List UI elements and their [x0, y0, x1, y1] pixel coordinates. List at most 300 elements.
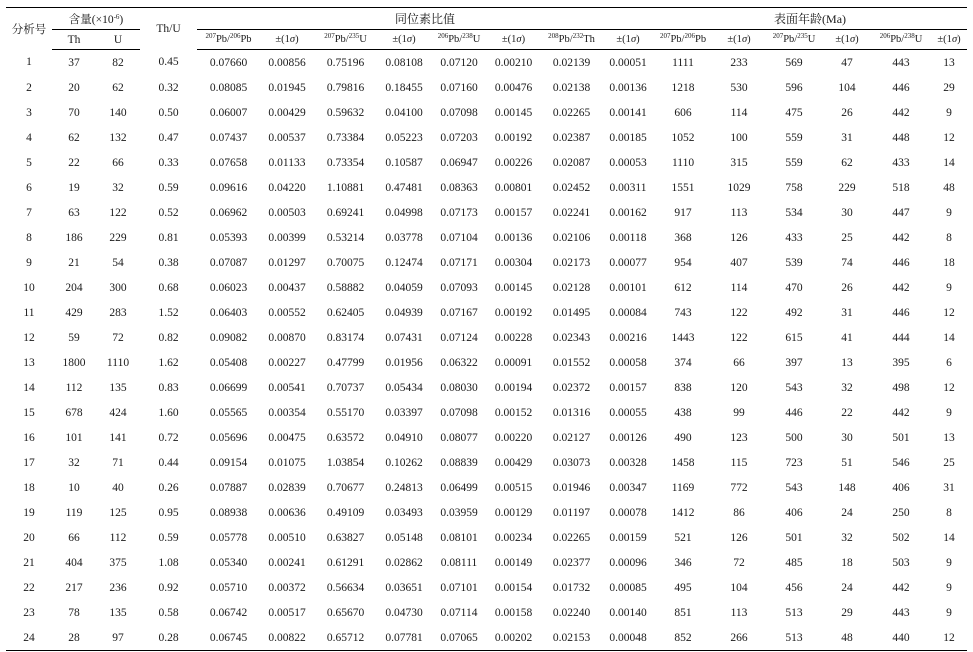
table-cell: 1110 — [106, 356, 130, 369]
table-cell: 0.52 — [158, 206, 179, 219]
table-cell: 125 — [109, 506, 127, 519]
table-row — [6, 375, 967, 400]
table-cell: 0.08077 — [440, 431, 478, 444]
table-cell: 0.82 — [158, 331, 179, 344]
table-cell: 0.75196 — [326, 56, 365, 69]
table-cell: 0.05565 — [209, 406, 248, 419]
table-cell: 122 — [730, 306, 748, 319]
table-cell: 0.02153 — [540, 625, 603, 651]
table-cell: 24 — [6, 625, 52, 651]
table-cell: 0.00185 — [609, 131, 647, 144]
table-cell: 0.08108 — [385, 56, 423, 69]
table-cell: 115 — [730, 456, 748, 469]
table-cell: 446 — [892, 256, 910, 269]
table-cell: 501 — [785, 531, 803, 544]
table-cell: 9 — [946, 206, 952, 219]
table-cell: 559 — [785, 156, 803, 169]
table-cell: 0.03073 — [552, 456, 591, 469]
table-cell: 442 — [892, 231, 910, 244]
table-cell: 4 — [26, 131, 32, 144]
table-cell: 0.04100 — [385, 106, 423, 119]
table-cell: 13 — [943, 431, 955, 444]
table-cell: 31 — [841, 131, 853, 144]
table-cell: 0.59 — [158, 531, 179, 544]
table-row — [6, 175, 967, 200]
table-cell: 51 — [841, 456, 853, 469]
table-cell: 0.01133 — [268, 156, 306, 169]
table-cell: 28 — [52, 625, 96, 651]
table-cell: 6 — [946, 356, 952, 369]
table-cell: 236 — [109, 581, 127, 594]
table-cell: 368 — [674, 231, 692, 244]
table-cell: 0.05434 — [385, 381, 423, 394]
table-cell: 54 — [112, 256, 124, 269]
table-cell: 0.12474 — [385, 256, 423, 269]
table-cell: 0.53214 — [326, 231, 365, 244]
table-cell: 0.07203 — [440, 131, 478, 144]
table-cell: 0.00870 — [268, 331, 306, 344]
table-cell: 48 — [823, 625, 871, 651]
table-row — [6, 450, 967, 475]
table-cell: 0.07120 — [440, 56, 478, 69]
table-cell: 66 — [68, 531, 80, 544]
table-cell: 122 — [730, 331, 748, 344]
table-cell: 0.00228 — [494, 331, 533, 344]
table-cell: 29 — [841, 606, 853, 619]
table-cell: 1052 — [671, 131, 695, 144]
table-cell: 204 — [65, 281, 83, 294]
table-cell: 0.00162 — [609, 206, 647, 219]
table-cell: 0.00154 — [494, 581, 533, 594]
table-cell: 0.02240 — [552, 606, 591, 619]
table-cell: 19 — [68, 181, 80, 194]
table-cell: 0.08938 — [209, 506, 248, 519]
table-cell: 229 — [109, 231, 127, 244]
table-cell: 0.83 — [158, 381, 179, 394]
table-cell: 62 — [841, 156, 853, 169]
table-cell: 37 — [68, 56, 80, 69]
table-row — [6, 275, 967, 300]
table-cell: 114 — [730, 281, 748, 294]
table-cell: 40 — [112, 481, 124, 494]
table-cell: 374 — [674, 356, 692, 369]
table-cell: 0.07114 — [440, 606, 478, 619]
header-isotope-ratio-group: 同位素比值 — [197, 8, 653, 30]
table-cell: 0.00077 — [609, 256, 647, 269]
table-cell: 32 — [112, 181, 124, 194]
table-cell: 0.03493 — [385, 506, 423, 519]
table-cell: 0.00347 — [609, 481, 647, 494]
table-cell: 12 — [943, 306, 955, 319]
table-cell: 772 — [730, 481, 748, 494]
table-cell: 0.00226 — [494, 156, 533, 169]
header-age-1: $^{207}$Pb/$^{235}$U — [765, 30, 823, 50]
table-cell: 300 — [109, 281, 127, 294]
table-cell: 21 — [23, 556, 35, 569]
table-cell: 0.06322 — [440, 356, 478, 369]
table-cell: 0.00145 — [494, 281, 533, 294]
header-age-error-2: ±(1σ) — [931, 30, 967, 50]
table-cell: 0.03959 — [440, 506, 478, 519]
table-cell: 0.65712 — [314, 625, 377, 651]
table-cell: 0.00517 — [268, 606, 306, 619]
table-cell: 0.06947 — [440, 156, 478, 169]
table-cell: 1.60 — [158, 406, 179, 419]
table-cell: 0.00140 — [609, 606, 647, 619]
table-cell: 0.10262 — [385, 456, 423, 469]
table-cell: 534 — [785, 206, 803, 219]
table-cell: 0.07093 — [440, 281, 478, 294]
table-cell: 0.02138 — [552, 81, 591, 94]
table-cell: 0.00048 — [603, 625, 653, 651]
table-cell: 446 — [892, 306, 910, 319]
table-cell: 723 — [785, 456, 803, 469]
table-cell: 123 — [730, 431, 748, 444]
table-cell: 546 — [892, 456, 910, 469]
table-cell: 9 — [946, 106, 952, 119]
table-cell: 397 — [785, 356, 803, 369]
table-cell: 0.01075 — [268, 456, 306, 469]
table-cell: 0.00159 — [609, 531, 647, 544]
table-cell: 17 — [23, 456, 35, 469]
table-cell: 233 — [730, 56, 748, 69]
table-cell: 521 — [674, 531, 692, 544]
table-row — [6, 600, 967, 625]
table-row — [6, 225, 967, 250]
table-cell: 443 — [892, 56, 910, 69]
table-cell: 0.04998 — [385, 206, 423, 219]
table-cell: 99 — [733, 406, 745, 419]
table-cell: 0.02241 — [552, 206, 591, 219]
table-cell: 12 — [943, 131, 955, 144]
table-cell: 0.00096 — [609, 556, 647, 569]
table-cell: 5 — [26, 156, 32, 169]
table-cell: 26 — [841, 281, 853, 294]
table-cell: 0.00091 — [494, 356, 533, 369]
header-th: Th — [52, 30, 96, 50]
table-cell: 24 — [841, 506, 853, 519]
table-cell: 429 — [65, 306, 83, 319]
table-cell: 13 — [943, 56, 955, 69]
table-cell: 500 — [785, 431, 803, 444]
table-cell: 0.00399 — [268, 231, 306, 244]
table-cell: 135 — [109, 606, 127, 619]
table-cell: 122 — [109, 206, 127, 219]
table-cell: 31 — [943, 481, 955, 494]
table-cell: 0.00141 — [609, 106, 647, 119]
table-cell: 186 — [65, 231, 83, 244]
table-cell: 0.02452 — [552, 181, 591, 194]
table-row — [6, 500, 967, 525]
table-cell: 442 — [892, 406, 910, 419]
zircon-u-pb-data-table — [6, 7, 967, 651]
table-cell: 0.00227 — [268, 356, 306, 369]
table-header — [6, 8, 967, 50]
table-cell: 135 — [109, 381, 127, 394]
table-cell: 1169 — [671, 481, 695, 494]
table-cell: 18 — [23, 481, 35, 494]
table-row — [6, 75, 967, 100]
table-cell: 852 — [653, 625, 713, 651]
table-cell: 25 — [943, 456, 955, 469]
header-ratio-error-3: ±(1σ) — [603, 30, 653, 50]
table-cell: 0.02265 — [552, 531, 591, 544]
table-cell: 9 — [946, 406, 952, 419]
table-cell: 518 — [892, 181, 910, 194]
table-cell: 0.00149 — [494, 556, 533, 569]
table-cell: 0.00328 — [609, 456, 647, 469]
table-cell: 0.00145 — [494, 106, 533, 119]
table-cell: 456 — [785, 581, 803, 594]
header-age-error-1: ±(1σ) — [823, 30, 871, 50]
table-cell: 0.02139 — [552, 56, 591, 69]
table-cell: 0.00216 — [609, 331, 647, 344]
table-cell: 120 — [730, 381, 748, 394]
table-cell: 442 — [892, 281, 910, 294]
table-cell: 113 — [730, 206, 748, 219]
table-row — [6, 300, 967, 325]
table-cell: 114 — [730, 106, 748, 119]
header-content: 含量$(\times 10^{-6})$ — [52, 8, 140, 30]
table-cell: 74 — [841, 256, 853, 269]
table-cell: 104 — [838, 81, 856, 94]
table-row — [6, 350, 967, 375]
table-cell: 0.05710 — [209, 581, 248, 594]
table-cell: 63 — [68, 206, 80, 219]
table-cell: 0.05408 — [209, 356, 248, 369]
table-cell: 3 — [26, 106, 32, 119]
table-row — [6, 625, 967, 651]
table-cell: 0.26 — [158, 481, 179, 494]
table-cell: 0.08363 — [440, 181, 478, 194]
table-cell: 0.00429 — [494, 456, 533, 469]
table-cell: 0.06403 — [209, 306, 248, 319]
table-cell: 0.00354 — [268, 406, 306, 419]
table-cell: 0.07087 — [209, 256, 248, 269]
table-cell: 543 — [785, 481, 803, 494]
table-cell: 513 — [765, 625, 823, 651]
table-cell: 0.00304 — [494, 256, 533, 269]
table-cell: 24 — [841, 581, 853, 594]
table-cell: 30 — [841, 431, 853, 444]
table-cell: 0.05148 — [385, 531, 423, 544]
table-cell: 15 — [23, 406, 35, 419]
table-cell: 954 — [674, 256, 692, 269]
table-cell: 10 — [23, 281, 35, 294]
table-cell: 0.00372 — [268, 581, 306, 594]
header-ratio-3: $^{208}$Pb/$^{232}$Th — [540, 30, 603, 50]
table-cell: 0.09154 — [209, 456, 248, 469]
table-cell: 0.08085 — [209, 81, 248, 94]
table-cell: 0.00234 — [494, 531, 533, 544]
table-cell: 250 — [892, 506, 910, 519]
table-cell: 851 — [674, 606, 692, 619]
table-cell: 97 — [96, 625, 140, 651]
table-cell: 41 — [841, 331, 853, 344]
table-cell: 0.06742 — [209, 606, 248, 619]
table-cell: 0.06499 — [440, 481, 478, 494]
table-cell: 433 — [892, 156, 910, 169]
header-age-group: 表面年龄(Ma) — [653, 8, 967, 30]
table-cell: 838 — [674, 381, 692, 394]
table-cell: 495 — [674, 581, 692, 594]
table-cell: 126 — [730, 531, 748, 544]
table-cell: 0.69241 — [326, 206, 365, 219]
table-cell: 375 — [109, 556, 127, 569]
header-analysis-no: 分析号 — [11, 23, 47, 36]
table-cell: 86 — [733, 506, 745, 519]
table-cell: 0.79816 — [326, 81, 365, 94]
table-cell: 1.10881 — [326, 181, 365, 194]
table-cell: 0.01946 — [552, 481, 591, 494]
table-cell: 0.73354 — [326, 156, 365, 169]
table-cell: 1.08 — [158, 556, 179, 569]
table-cell: 0.00510 — [268, 531, 306, 544]
table-cell: 0.05778 — [209, 531, 248, 544]
table-cell: 0.09082 — [209, 331, 248, 344]
table-cell: 501 — [892, 431, 910, 444]
table-cell: 9 — [946, 581, 952, 594]
table-cell: 0.04910 — [385, 431, 423, 444]
table-cell: 0.81 — [158, 231, 179, 244]
table-cell: 0.00084 — [609, 306, 647, 319]
table-cell: 10 — [68, 481, 80, 494]
table-cell: 0.24813 — [385, 481, 423, 494]
table-cell: 0.07167 — [440, 306, 478, 319]
table-cell: 23 — [23, 606, 35, 619]
table-row — [6, 200, 967, 225]
table-cell: 0.00801 — [494, 181, 533, 194]
table-cell: 539 — [785, 256, 803, 269]
table-cell: 0.00085 — [609, 581, 647, 594]
table-cell: 758 — [785, 181, 803, 194]
table-cell: 0.07781 — [377, 625, 431, 651]
header-th-u: Th/U — [156, 22, 181, 35]
table-cell: 0.01297 — [268, 256, 306, 269]
table-cell: 0.63827 — [326, 531, 365, 544]
table-cell: 0.01945 — [268, 81, 306, 94]
table-cell: 13 — [23, 356, 35, 369]
table-cell: 0.07098 — [440, 406, 478, 419]
table-cell: 0.65670 — [326, 606, 365, 619]
table-cell: 0.70075 — [326, 256, 365, 269]
table-cell: 0.06023 — [209, 281, 248, 294]
table-cell: 14 — [943, 156, 955, 169]
table-cell: 0.00192 — [494, 306, 533, 319]
table-cell: 743 — [674, 306, 692, 319]
table-cell: 0.00157 — [609, 381, 647, 394]
table-cell: 78 — [68, 606, 80, 619]
table-cell: 104 — [730, 581, 748, 594]
table-cell: 0.00220 — [494, 431, 533, 444]
table-cell: 0.07660 — [209, 56, 248, 69]
table-cell: 438 — [674, 406, 692, 419]
table-cell: 12 — [931, 625, 967, 651]
table-cell: 447 — [892, 206, 910, 219]
header-ratio-error-1: ±(1σ) — [377, 30, 431, 50]
table-cell: 0.00210 — [494, 56, 533, 69]
table-cell: 9 — [26, 256, 32, 269]
table-cell: 0.00078 — [609, 506, 647, 519]
table-cell: 0.09616 — [209, 181, 248, 194]
table-cell: 11 — [23, 306, 35, 319]
table-cell: 503 — [892, 556, 910, 569]
table-cell: 82 — [112, 56, 124, 69]
table-cell: 1218 — [671, 81, 695, 94]
table-cell: 0.00515 — [494, 481, 533, 494]
table-cell: 678 — [65, 406, 83, 419]
table-cell: 615 — [785, 331, 803, 344]
table-cell: 148 — [838, 481, 856, 494]
table-cell: 9 — [946, 606, 952, 619]
table-cell: 66 — [112, 156, 124, 169]
table-cell: 112 — [65, 381, 83, 394]
table-cell: 490 — [674, 431, 692, 444]
table-cell: 0.08101 — [440, 531, 478, 544]
table-cell: 0.01495 — [552, 306, 591, 319]
table-cell: 141 — [109, 431, 127, 444]
table-cell: 22 — [68, 156, 80, 169]
table-cell: 0.02106 — [552, 231, 591, 244]
table-cell: 448 — [892, 131, 910, 144]
table-cell: 1 — [26, 56, 32, 69]
table-cell: 22 — [841, 406, 853, 419]
table-cell: 32 — [841, 531, 853, 544]
table-cell: 0.02128 — [552, 281, 591, 294]
table-cell: 71 — [112, 456, 124, 469]
table-cell: 0.45 — [158, 56, 179, 69]
table-cell: 126 — [730, 231, 748, 244]
table-cell: 0.38 — [158, 256, 179, 269]
table-cell: 0.00152 — [494, 406, 533, 419]
header-ratio-0: $^{207}$Pb/$^{206}$Pb — [197, 30, 260, 50]
table-cell: 395 — [892, 356, 910, 369]
table-cell: 407 — [730, 256, 748, 269]
table-cell: 12 — [943, 381, 955, 394]
table-cell: 444 — [892, 331, 910, 344]
header-u: U — [96, 30, 140, 50]
table-cell: 1458 — [671, 456, 695, 469]
table-cell: 229 — [838, 181, 856, 194]
table-row — [6, 400, 967, 425]
table-cell: 0.02862 — [385, 556, 423, 569]
table-cell: 0.00856 — [268, 56, 306, 69]
table-cell: 18 — [943, 256, 955, 269]
table-cell: 0.04059 — [385, 281, 423, 294]
header-age-error-0: ±(1σ) — [713, 30, 765, 50]
table-cell: 283 — [109, 306, 127, 319]
table-cell: 0.08839 — [440, 456, 478, 469]
table-cell: 917 — [674, 206, 692, 219]
table-row — [6, 125, 967, 150]
header-age-0: $^{207}$Pb/$^{206}$Pb — [653, 30, 713, 50]
table-cell: 0.00503 — [268, 206, 306, 219]
table-cell: 0.00126 — [609, 431, 647, 444]
table-cell: 48 — [943, 181, 955, 194]
table-cell: 31 — [841, 306, 853, 319]
table-cell: 0.07101 — [440, 581, 478, 594]
table-cell: 0.47799 — [326, 356, 365, 369]
table-cell: 0.00118 — [609, 231, 647, 244]
table-cell: 0.00136 — [494, 231, 533, 244]
table-cell: 0.50 — [158, 106, 179, 119]
table-cell: 0.10587 — [385, 156, 423, 169]
table-cell: 47 — [841, 56, 853, 69]
table-cell: 0.00476 — [494, 81, 533, 94]
table-cell: 0.18455 — [385, 81, 423, 94]
table-cell: 25 — [841, 231, 853, 244]
table-cell: 0.02173 — [552, 256, 591, 269]
